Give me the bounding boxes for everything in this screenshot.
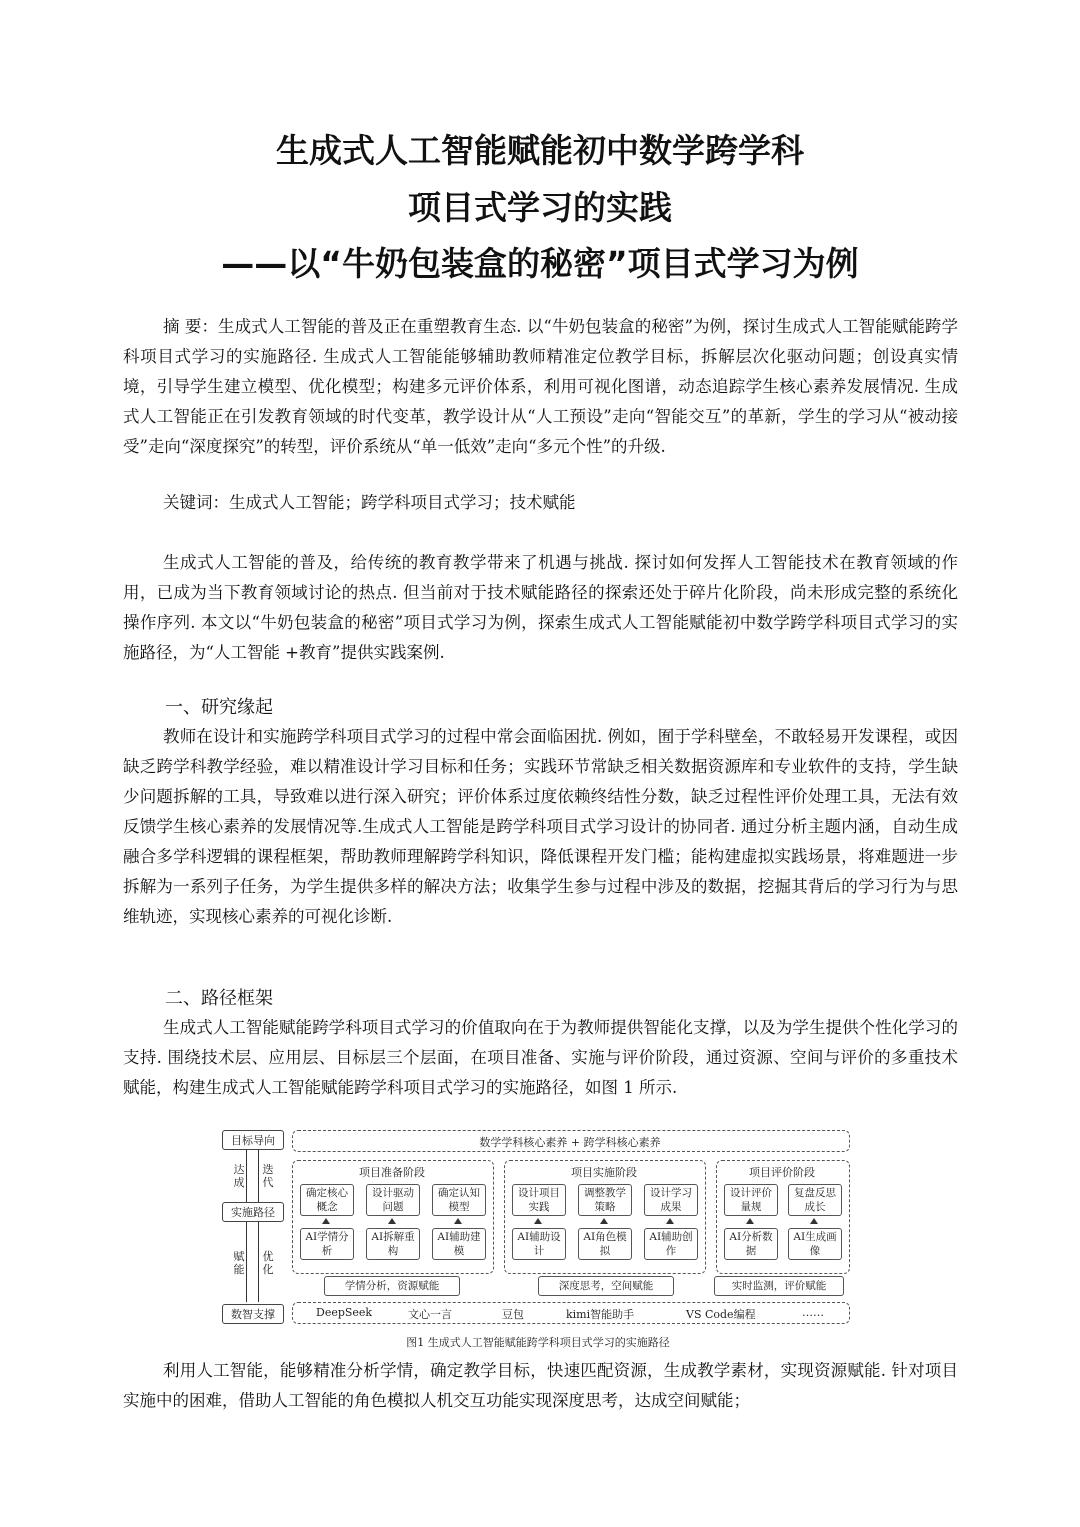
stage-3-ai-1: AI分析数据: [724, 1228, 778, 1260]
top-bar: 数学学科核心素养 + 跨学科核心素养: [479, 1136, 661, 1149]
subtitle: ——以“牛奶包装盒的秘密”项目式学习为例: [221, 244, 859, 283]
stage-2-title: 项目实施阶段: [571, 1166, 637, 1179]
abstract: 摘 要：生成式人工智能的普及正在重塑教育生态. 以“牛奶包装盒的秘密”为例，探讨生成式人工智能赋能跨学科项目式学习的实施路径. 生成式人工智能能够辅助教师精准定位教学目标，拆解层次化驱动问题；创设真实情境，引导学生建立模型、优化模型；构建多元评价体系，利用可视化图谱，动态追踪学生核心素养发展情况. 生成式人工智能正在引发教育领域的时代变革，教学设计从“人工预设”走向“智能交互”的革新，学生的学习从“被动接受”走向“深度探究”的转型，评价系统从“单一低效”走向“多元个性”的升级.: [123, 317, 958, 456]
stage-1-ai-3: AI辅助建模: [432, 1228, 486, 1260]
section-1-heading: 一、研究缘起: [165, 697, 273, 718]
verb-empower: 赋能: [233, 1250, 245, 1276]
intro-paragraph: 生成式人工智能的普及，给传统的教育教学带来了机遇与挑战. 探讨如何发挥人工智能技术在教育领域的作用，已成为当下教育领域讨论的热点. 但当前对于技术赋能路径的探索还处于碎片化阶段，尚未形成完整的系统化操作序列. 本文以“牛奶包装盒的秘密”项目式学习为例，探索生成式人工智能赋能初中数学跨学科项目式学习的实施路径，为“人工智能 +教育”提供实践案例.: [123, 553, 958, 662]
title-line-1: 生成式人工智能赋能初中数学跨学科: [276, 131, 804, 170]
stage-2-task-2: 调整教学策略: [578, 1184, 632, 1216]
tool-deepseek: DeepSeek: [316, 1306, 373, 1319]
figure-caption: 图1 生成式人工智能赋能跨学科项目式学习的实施路径: [406, 1336, 670, 1349]
stage-2-footer: 深度思考，空间赋能: [538, 1276, 674, 1296]
stage-1-task-3: 确定认知模型: [432, 1184, 486, 1216]
stage-3-task-1: 设计评价量规: [724, 1184, 778, 1216]
stage-1-task-1: 确定核心概念: [300, 1184, 354, 1216]
tool-kimi: kimi智能助手: [566, 1308, 635, 1321]
verb-iterate: 迭代: [262, 1163, 274, 1189]
stage-3-ai-2: AI生成画像: [788, 1228, 842, 1260]
stage-3-task-2: 复盘反思成长: [788, 1184, 842, 1216]
path-label: 实施路径: [222, 1202, 284, 1222]
stage-2-ai-2: AI角色模拟: [578, 1228, 632, 1260]
stage-2-task-3: 设计学习成果: [644, 1184, 698, 1216]
verb-optimize: 优化: [262, 1250, 274, 1276]
keywords: 关键词：生成式人工智能；跨学科项目式学习；技术赋能: [163, 493, 576, 512]
tool-doubao: 豆包: [502, 1308, 524, 1321]
stage-2-task-1: 设计项目实践: [512, 1184, 566, 1216]
stage-3-footer: 实时监测，评价赋能: [714, 1276, 844, 1296]
stage-1-footer: 学情分析，资源赋能: [324, 1276, 460, 1296]
section-2-after-figure: 利用人工智能，能够精准分析学情，确定教学目标，快速匹配资源，生成教学素材，实现资源赋能. 针对项目实施中的困难，借助人工智能的角色模拟人机交互功能实现深度思考，达成空间赋能；: [123, 1361, 958, 1410]
section-2-body: 生成式人工智能赋能跨学科项目式学习的价值取向在于为教师提供智能化支撑，以及为学生提供个性化学习的支持. 围绕技术层、应用层、目标层三个层面，在项目准备、实施与评价阶段，通过资源、空间与评价的多重技术赋能，构建生成式人工智能赋能跨学科项目式学习的实施路径，如图 1 所示.: [123, 1018, 958, 1097]
section-2-heading: 二、路径框架: [165, 988, 273, 1009]
stage-3-title: 项目评价阶段: [749, 1166, 815, 1179]
stage-1-task-2: 设计驱动问题: [366, 1184, 420, 1216]
tool-wenxin: 文心一言: [408, 1308, 452, 1321]
stage-1-title: 项目准备阶段: [359, 1166, 425, 1179]
stage-2-ai-1: AI辅助设计: [512, 1228, 566, 1260]
section-1-body: 教师在设计和实施跨学科项目式学习的过程中常会面临困扰. 例如，囿于学科壁垒，不敢轻易开发课程，或因缺乏跨学科教学经验，难以精准设计学习目标和任务；实践环节常缺乏相关数据资源库和专业软件的支持，学生缺少问题拆解的工具，导致难以进行深入研究；评价体系过度依赖终结性分数，缺乏过程性评价处理工具，无法有效反馈学生核心素养的发展情况等.生成式人工智能是跨学科项目式学习设计的协同者. 通过分析主题内涵，自动生成融合多学科逻辑的课程框架，帮助教师理解跨学科知识，降低课程开发门槛；能构建虚拟实践场景，将难题进一步拆解为一系列子任务，为学生提供多样的解决方法；收集学生参与过程中涉及的数据，挖掘其背后的学习行为与思维轨迹，实现核心素养的可视化诊断.: [123, 727, 958, 926]
figure-1: [220, 1128, 856, 1349]
verb-reach: 达成: [233, 1163, 245, 1189]
stage-2-ai-3: AI辅助创作: [644, 1228, 698, 1260]
tool-vscode: VS Code编程: [686, 1308, 756, 1321]
support-label: 数智支撑: [222, 1304, 284, 1324]
stage-1-ai-2: AI拆解重构: [366, 1228, 420, 1260]
title-line-2: 项目式学习的实践: [408, 188, 672, 227]
stage-1-ai-1: AI学情分析: [300, 1228, 354, 1260]
tool-ellipsis: ……: [802, 1306, 824, 1319]
goal-label: 目标导向: [222, 1130, 284, 1150]
